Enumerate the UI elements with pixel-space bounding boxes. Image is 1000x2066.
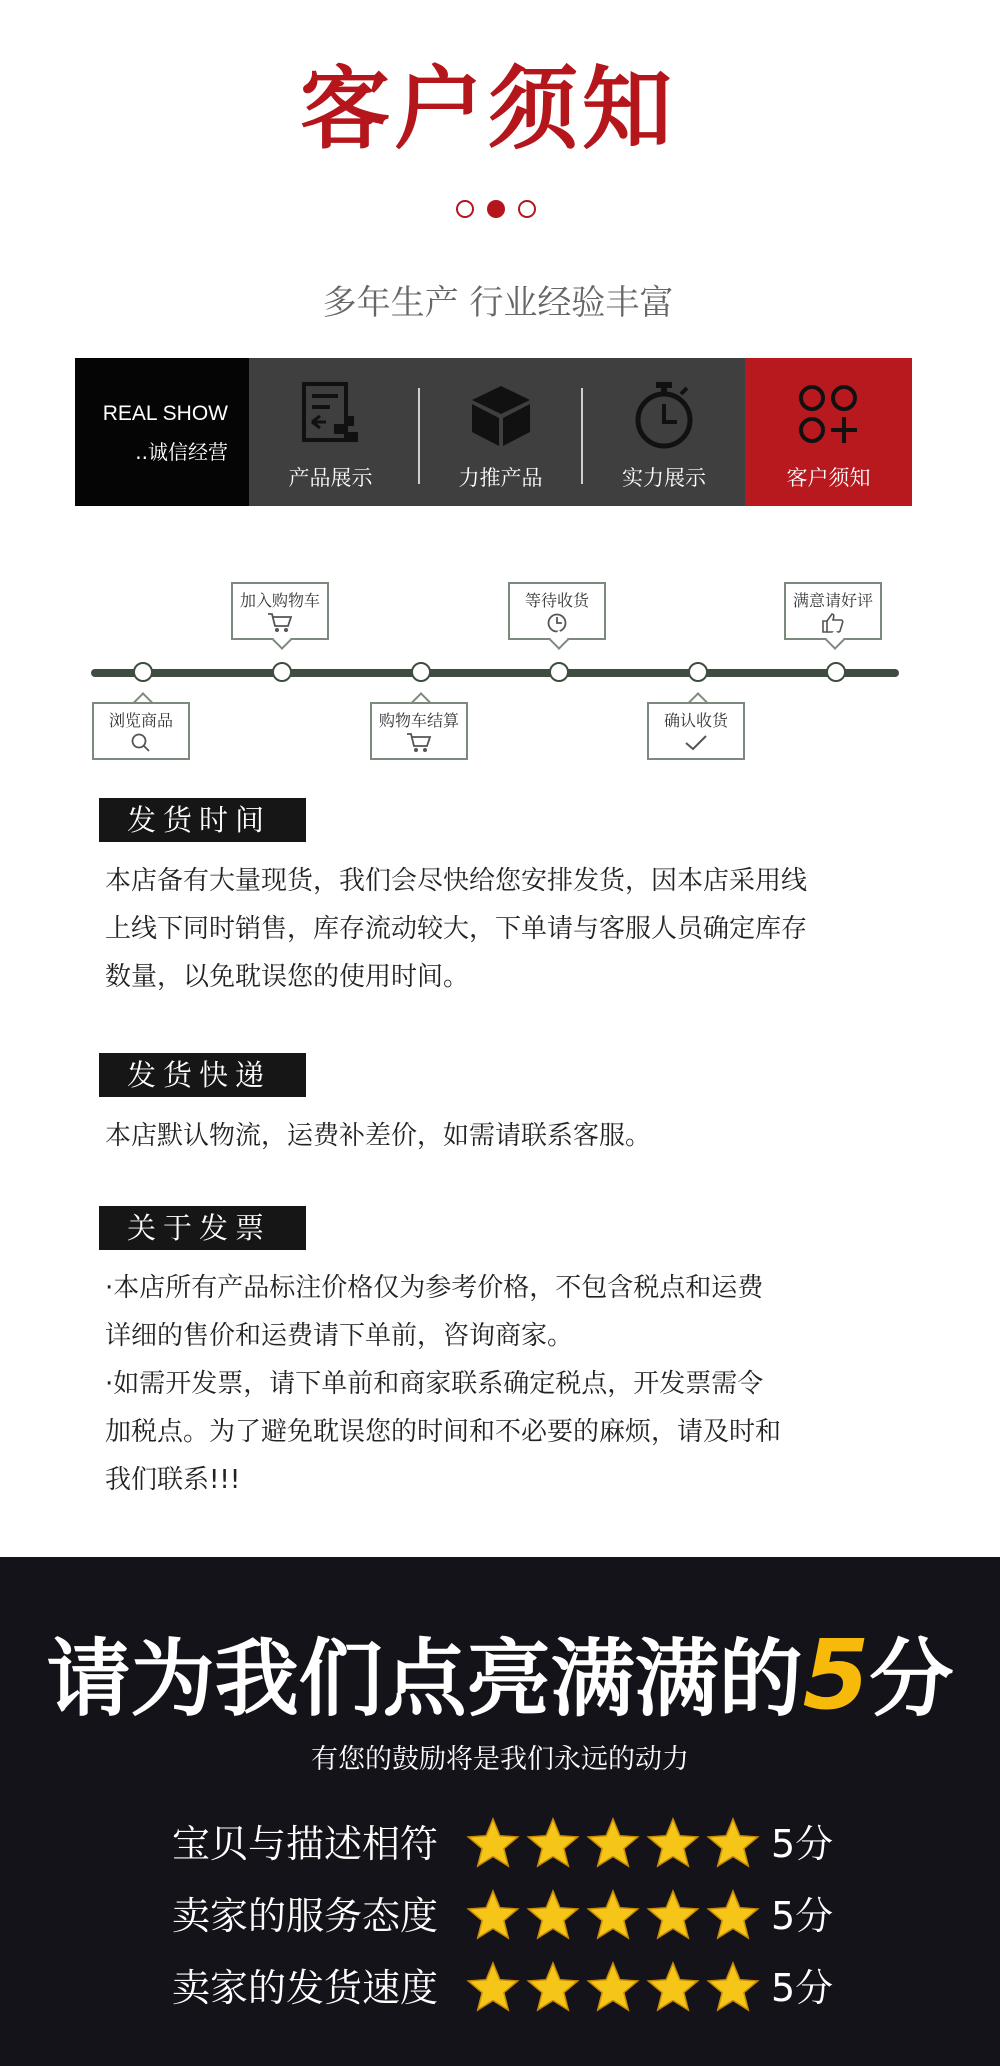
star-icon — [645, 1888, 701, 1944]
decor-dot-right — [518, 200, 536, 218]
rating-subtitle: 有您的鼓励将是我们永远的动力 — [311, 1744, 689, 1775]
star-icon — [705, 1960, 761, 2016]
cart-icon — [406, 732, 432, 754]
section-body-shipping-time — [105, 857, 905, 1001]
rating-row-delivery — [0, 1956, 1000, 2020]
timeline-step-label: 购物车结算 — [378, 711, 459, 730]
page-title: 客户须知 — [300, 57, 676, 162]
star-icon — [705, 1816, 761, 1872]
star-icon — [525, 1816, 581, 1872]
section-title-shipping-express: 发货快递 — [99, 1053, 306, 1097]
decor-dot-center — [487, 200, 505, 218]
text-line: 数量，以免耽误您的使用时间。 — [105, 962, 470, 992]
timeline-step-label: 加入购物车 — [239, 591, 320, 610]
cube-icon — [466, 380, 536, 450]
category-nav — [75, 358, 912, 506]
star-icon — [465, 1888, 521, 1944]
star-icon — [525, 1888, 581, 1944]
timeline-step-label: 满意请好评 — [792, 591, 873, 610]
timeline-node — [826, 662, 846, 682]
brand-block — [75, 358, 249, 506]
rating-score: 5分 — [771, 1822, 834, 1866]
star-icon — [465, 1816, 521, 1872]
slogan-text: 请为我们点亮满满的 — [46, 1630, 803, 1728]
circles-plus-icon — [794, 380, 864, 450]
stopwatch-icon — [629, 380, 699, 450]
star-icon — [585, 1816, 641, 1872]
timeline-step-confirm — [647, 702, 745, 760]
nav-item-featured[interactable] — [420, 358, 581, 506]
text-line: 本店备有大量现货，我们会尽快给您安排发货，因本店采用线 — [105, 866, 808, 896]
text-line: 加税点。为了避免耽误您的时间和不必要的麻烦，请及时和 — [105, 1417, 782, 1447]
section-body-shipping-express — [105, 1112, 905, 1160]
timeline-step-checkout — [370, 702, 468, 760]
nav-label-strength: 实力展示 — [622, 466, 706, 490]
nav-label-featured: 力推产品 — [458, 466, 543, 490]
brand-chinese: ..诚信经营 — [135, 440, 228, 464]
nav-item-notice[interactable] — [745, 358, 912, 506]
search-icon — [130, 732, 152, 754]
star-icon — [645, 1960, 701, 2016]
nav-label-notice: 客户须知 — [786, 466, 871, 490]
section-title-invoice: 关于发票 — [99, 1206, 306, 1250]
timeline-step-browse — [92, 702, 190, 760]
timeline-step-label: 等待收货 — [524, 591, 589, 610]
timeline-node — [272, 662, 292, 682]
section-title-shipping-time: 发货时间 — [99, 798, 306, 842]
slogan-unit: 分 — [869, 1630, 954, 1728]
rating-score: 5分 — [771, 1966, 834, 2010]
timeline-node — [133, 662, 153, 682]
rating-label: 卖家的发货速度 — [172, 1966, 439, 2010]
timeline-node — [549, 662, 569, 682]
text-line: ·如需开发票，请下单前和商家联系确定税点，开发票需令 — [105, 1369, 764, 1399]
timeline-step-label: 确认收货 — [663, 711, 728, 730]
rating-row-service — [0, 1884, 1000, 1948]
nav-item-products[interactable] — [249, 358, 412, 506]
timeline-node — [688, 662, 708, 682]
document-list-icon — [296, 380, 366, 450]
check-icon — [683, 732, 709, 754]
text-line: 我们联系!!! — [105, 1465, 241, 1495]
rating-label: 卖家的服务态度 — [172, 1894, 439, 1938]
slogan-number: 5 — [802, 1619, 870, 1731]
section-body-invoice — [105, 1264, 905, 1504]
timeline-node — [411, 662, 431, 682]
rating-row-description — [0, 1812, 1000, 1876]
nav-item-strength[interactable] — [583, 358, 745, 506]
star-icon — [645, 1816, 701, 1872]
star-icon — [585, 1960, 641, 2016]
text-line: 详细的售价和运费请下单前，咨询商家。 — [105, 1321, 574, 1351]
decor-dot-left — [456, 200, 474, 218]
star-icon — [465, 1960, 521, 2016]
text-line: 上线下同时销售，库存流动较大，下单请与客服人员确定库存 — [105, 914, 808, 944]
brand-english: REAL SHOW — [102, 402, 228, 425]
star-icon — [525, 1960, 581, 2016]
rating-score: 5分 — [771, 1894, 834, 1938]
rating-slogan — [0, 1619, 1000, 1731]
rating-banner — [0, 1557, 1000, 2066]
text-line: 本店默认物流，运费补差价，如需请联系客服。 — [105, 1121, 652, 1151]
star-icon — [585, 1888, 641, 1944]
rating-label: 宝贝与描述相符 — [172, 1822, 439, 1866]
text-line: ·本店所有产品标注价格仅为参考价格，不包含税点和运费 — [105, 1273, 764, 1303]
timeline-step-label: 浏览商品 — [108, 711, 173, 730]
page-subtitle: 多年生产 行业经验丰富 — [322, 283, 674, 323]
star-icon — [705, 1888, 761, 1944]
nav-label-products: 产品展示 — [288, 466, 373, 490]
timeline-line — [91, 669, 899, 677]
